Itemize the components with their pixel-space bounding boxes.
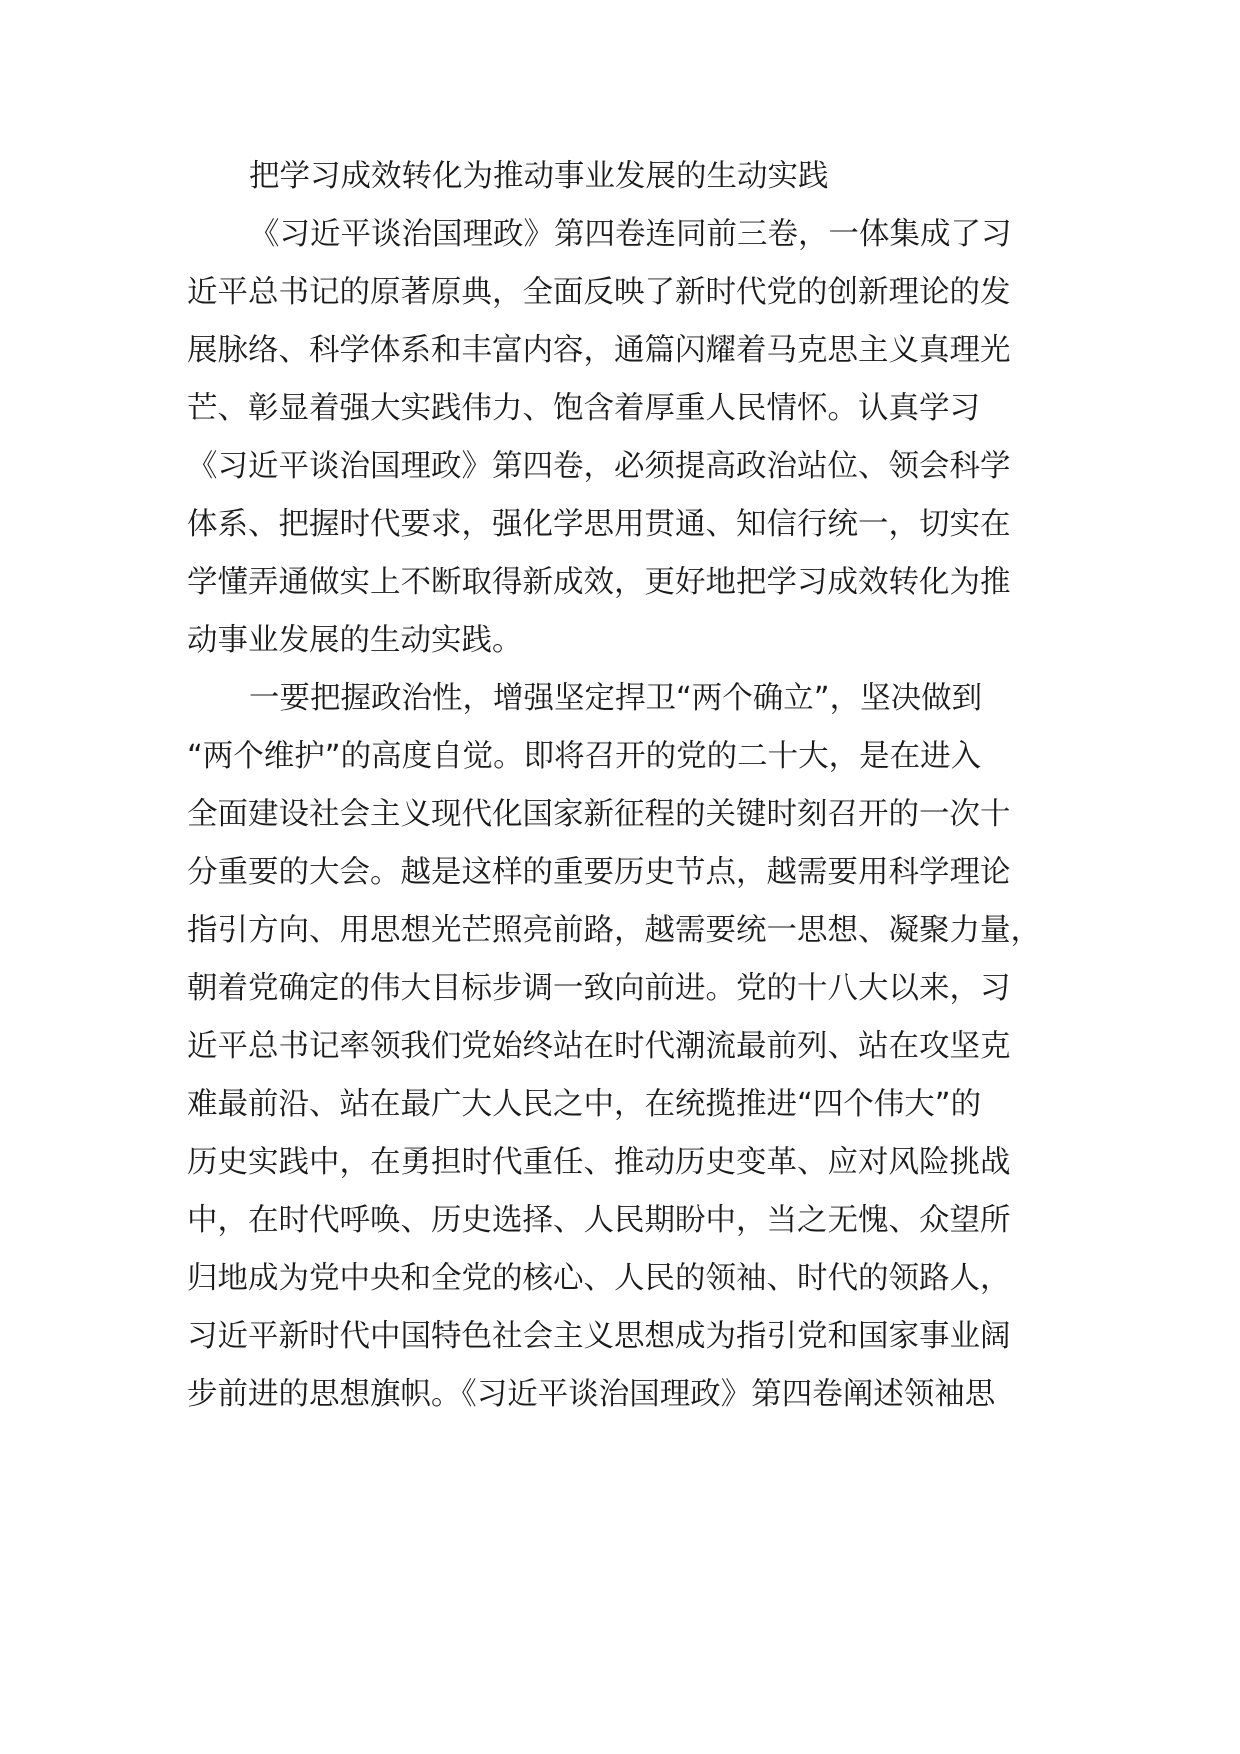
text-line: 中，在时代呼唤、历史选择、人民期盼中，当之无愧、众望所 — [187, 1203, 1011, 1238]
document-title: 把学习成效转化为推动事业发展的生动实践 — [249, 159, 829, 194]
text-line: 步前进的思想旗帜。《习近平谈治国理政》第四卷阐述领袖思 — [187, 1377, 996, 1412]
text-line: 一要把握政治性，增强坚定捍卫“两个确立”，坚决做到 — [249, 681, 983, 716]
text-line: 展脉络、科学体系和丰富内容，通篇闪耀着马克思主义真理光 — [187, 333, 1011, 368]
text-line: 近平总书记的原著原典，全面反映了新时代党的创新理论的发 — [187, 275, 1011, 310]
text-line: 《习近平谈治国理政》第四卷连同前三卷，一体集成了习 — [249, 217, 1012, 252]
text-line: 体系、把握时代要求，强化学思用贯通、知信行统一，切实在 — [187, 507, 1011, 542]
text-line: 历史实践中，在勇担时代重任、推动历史变革、应对风险挑战 — [187, 1145, 1011, 1180]
text-line: 归地成为党中央和全党的核心、人民的领袖、时代的领路人， — [187, 1261, 1011, 1296]
text-line: 近平总书记率领我们党始终站在时代潮流最前列、站在攻坚克 — [187, 1029, 1011, 1064]
text-line: “两个维护”的高度自觉。即将召开的党的二十大，是在进入 — [187, 739, 982, 774]
text-line: 学懂弄通做实上不断取得新成效，更好地把学习成效转化为推 — [187, 565, 1011, 600]
text-line: 全面建设社会主义现代化国家新征程的关键时刻召开的一次十 — [187, 797, 1011, 832]
text-line: 难最前沿、站在最广大人民之中，在统揽推进“四个伟大”的 — [187, 1087, 982, 1122]
text-line: 动事业发展的生动实践。 — [187, 623, 523, 658]
text-line: 指引方向、用思想光芒照亮前路，越需要统一思想、凝聚力量， — [187, 913, 1041, 948]
text-line: 分重要的大会。越是这样的重要历史节点，越需要用科学理论 — [187, 855, 1011, 890]
text-line: 朝着党确定的伟大目标步调一致向前进。党的十八大以来，习 — [187, 971, 1011, 1006]
text-line: 《习近平谈治国理政》第四卷，必须提高政治站位、领会科学 — [187, 449, 1011, 484]
text-line: 芒、彰显着强大实践伟力、饱含着厚重人民情怀。认真学习 — [187, 391, 980, 426]
text-line: 习近平新时代中国特色社会主义思想成为指引党和国家事业阔 — [187, 1319, 1011, 1354]
